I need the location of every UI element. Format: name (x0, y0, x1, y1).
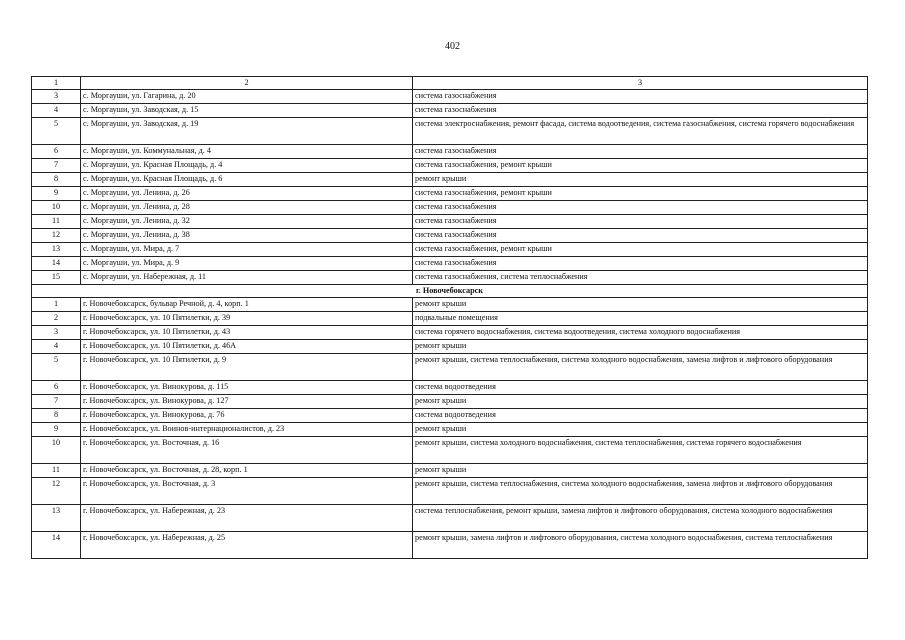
table-row (32, 326, 868, 340)
table-row (32, 201, 868, 215)
row-number: 12 (32, 478, 81, 505)
row-number: 15 (32, 271, 81, 285)
table-row (32, 90, 868, 104)
row-works: ремонт крыши (413, 173, 868, 187)
row-number: 11 (32, 215, 81, 229)
table-row (32, 118, 868, 145)
row-address: с. Моргауши, ул. Коммунальная, д. 4 (81, 145, 413, 159)
table-row (32, 381, 868, 395)
row-works: ремонт крыши, замена лифтов и лифтового оборудования, система холодного водоснабжения, система теплоснабжения (413, 532, 868, 559)
row-address: г. Новочебоксарск, ул. 10 Пятилетки, д. 46А (81, 340, 413, 354)
table-row (32, 159, 868, 173)
table-row (32, 437, 868, 464)
row-number: 9 (32, 187, 81, 201)
row-works: ремонт крыши (413, 464, 868, 478)
row-works: ремонт крыши (413, 395, 868, 409)
column-number-2: 2 (81, 77, 413, 90)
table-row (32, 145, 868, 159)
table-row (32, 505, 868, 532)
row-works: система газоснабжения (413, 90, 868, 104)
row-number: 3 (32, 90, 81, 104)
row-address: г. Новочебоксарск, ул. 10 Пятилетки, д. 9 (81, 354, 413, 381)
column-number-3: 3 (413, 77, 868, 90)
row-number: 6 (32, 145, 81, 159)
table-row (32, 395, 868, 409)
row-number: 4 (32, 340, 81, 354)
row-number: 5 (32, 354, 81, 381)
table-row (32, 340, 868, 354)
row-number: 5 (32, 118, 81, 145)
city-section-row (32, 285, 868, 298)
row-works: система теплоснабжения, ремонт крыши, замена лифтов и лифтового оборудования, система холодного водоснабжения (413, 505, 868, 532)
row-works: ремонт крыши, система холодного водоснабжения, система теплоснабжения, система горячего водоснабжения (413, 437, 868, 464)
table-row (32, 464, 868, 478)
row-works: система газоснабжения (413, 215, 868, 229)
row-number: 13 (32, 243, 81, 257)
row-number: 8 (32, 173, 81, 187)
row-works: система газоснабжения (413, 201, 868, 215)
table-row (32, 271, 868, 285)
row-address: с. Моргауши, ул. Заводская, д. 19 (81, 118, 413, 145)
row-number: 13 (32, 505, 81, 532)
row-number: 6 (32, 381, 81, 395)
table-row (32, 478, 868, 505)
row-number: 14 (32, 532, 81, 559)
row-works: система газоснабжения, ремонт крыши (413, 159, 868, 173)
row-address: г. Новочебоксарск, ул. Винокурова, д. 127 (81, 395, 413, 409)
row-address: с. Моргауши, ул. Красная Площадь, д. 6 (81, 173, 413, 187)
row-works: система газоснабжения, система теплоснабжения (413, 271, 868, 285)
row-works: ремонт крыши (413, 423, 868, 437)
row-works: система электроснабжения, ремонт фасада, система водоотведения, система газоснабжения, система горячего водоснабжения (413, 118, 868, 145)
row-address: г. Новочебоксарск, ул. Набережная, д. 25 (81, 532, 413, 559)
row-address: с. Моргауши, ул. Мира, д. 9 (81, 257, 413, 271)
row-number: 7 (32, 395, 81, 409)
table-row (32, 312, 868, 326)
row-address: с. Моргауши, ул. Ленина, д. 32 (81, 215, 413, 229)
row-address: с. Моргауши, ул. Красная Площадь, д. 4 (81, 159, 413, 173)
row-address: с. Моргауши, ул. Набережная, д. 11 (81, 271, 413, 285)
row-works: система газоснабжения (413, 229, 868, 243)
table-row (32, 354, 868, 381)
table-row (32, 532, 868, 559)
table-row (32, 298, 868, 312)
row-number: 14 (32, 257, 81, 271)
row-works: подвальные помещения (413, 312, 868, 326)
table-row (32, 257, 868, 271)
row-number: 12 (32, 229, 81, 243)
table-row (32, 215, 868, 229)
row-address: г. Новочебоксарск, ул. 10 Пятилетки, д. 43 (81, 326, 413, 340)
row-works: система газоснабжения (413, 104, 868, 118)
table-row (32, 173, 868, 187)
row-address: г. Новочебоксарск, ул. Восточная, д. 16 (81, 437, 413, 464)
row-works: система газоснабжения, ремонт крыши (413, 187, 868, 201)
page-number: 402 (445, 41, 460, 52)
row-number: 3 (32, 326, 81, 340)
row-address: г. Новочебоксарск, ул. Восточная, д. 3 (81, 478, 413, 505)
table-row (32, 104, 868, 118)
row-address: с. Моргауши, ул. Заводская, д. 15 (81, 104, 413, 118)
table-row (32, 243, 868, 257)
table-row (32, 187, 868, 201)
repair-registry-table (31, 76, 868, 559)
row-works: система водоотведения (413, 381, 868, 395)
row-address: г. Новочебоксарск, ул. Восточная, д. 28, корп. 1 (81, 464, 413, 478)
row-works: ремонт крыши, система теплоснабжения, система холодного водоснабжения, замена лифтов и лифтового оборудования (413, 478, 868, 505)
row-address: г. Новочебоксарск, ул. 10 Пятилетки, д. 39 (81, 312, 413, 326)
row-address: с. Моргауши, ул. Ленина, д. 38 (81, 229, 413, 243)
row-address: с. Моргауши, ул. Ленина, д. 28 (81, 201, 413, 215)
row-works: ремонт крыши (413, 340, 868, 354)
row-number: 1 (32, 298, 81, 312)
row-address: с. Моргауши, ул. Гагарина, д. 20 (81, 90, 413, 104)
row-works: система газоснабжения (413, 145, 868, 159)
table-row (32, 423, 868, 437)
row-address: г. Новочебоксарск, бульвар Речной, д. 4, корп. 1 (81, 298, 413, 312)
row-works: ремонт крыши, система теплоснабжения, система холодного водоснабжения, замена лифтов и лифтового оборудования (413, 354, 868, 381)
table-row (32, 409, 868, 423)
row-number: 4 (32, 104, 81, 118)
row-address: г. Новочебоксарск, ул. Набережная, д. 23 (81, 505, 413, 532)
row-number: 10 (32, 201, 81, 215)
row-number: 2 (32, 312, 81, 326)
row-works: система водоотведения (413, 409, 868, 423)
city-section-title: г. Новочебоксарск (32, 285, 868, 298)
row-address: г. Новочебоксарск, ул. Воинов-интернационалистов, д. 23 (81, 423, 413, 437)
row-address: г. Новочебоксарск, ул. Винокурова, д. 115 (81, 381, 413, 395)
row-number: 11 (32, 464, 81, 478)
row-address: с. Моргауши, ул. Ленина, д. 26 (81, 187, 413, 201)
row-number: 10 (32, 437, 81, 464)
row-address: с. Моргауши, ул. Мира, д. 7 (81, 243, 413, 257)
row-works: система газоснабжения (413, 257, 868, 271)
table-header-row (32, 77, 868, 90)
row-number: 9 (32, 423, 81, 437)
row-number: 8 (32, 409, 81, 423)
row-number: 7 (32, 159, 81, 173)
row-works: система газоснабжения, ремонт крыши (413, 243, 868, 257)
row-works: система горячего водоснабжения, система водоотведения, система холодного водоснабжения (413, 326, 868, 340)
table-row (32, 229, 868, 243)
row-works: ремонт крыши (413, 298, 868, 312)
row-address: г. Новочебоксарск, ул. Винокурова, д. 76 (81, 409, 413, 423)
column-number-1: 1 (32, 77, 81, 90)
